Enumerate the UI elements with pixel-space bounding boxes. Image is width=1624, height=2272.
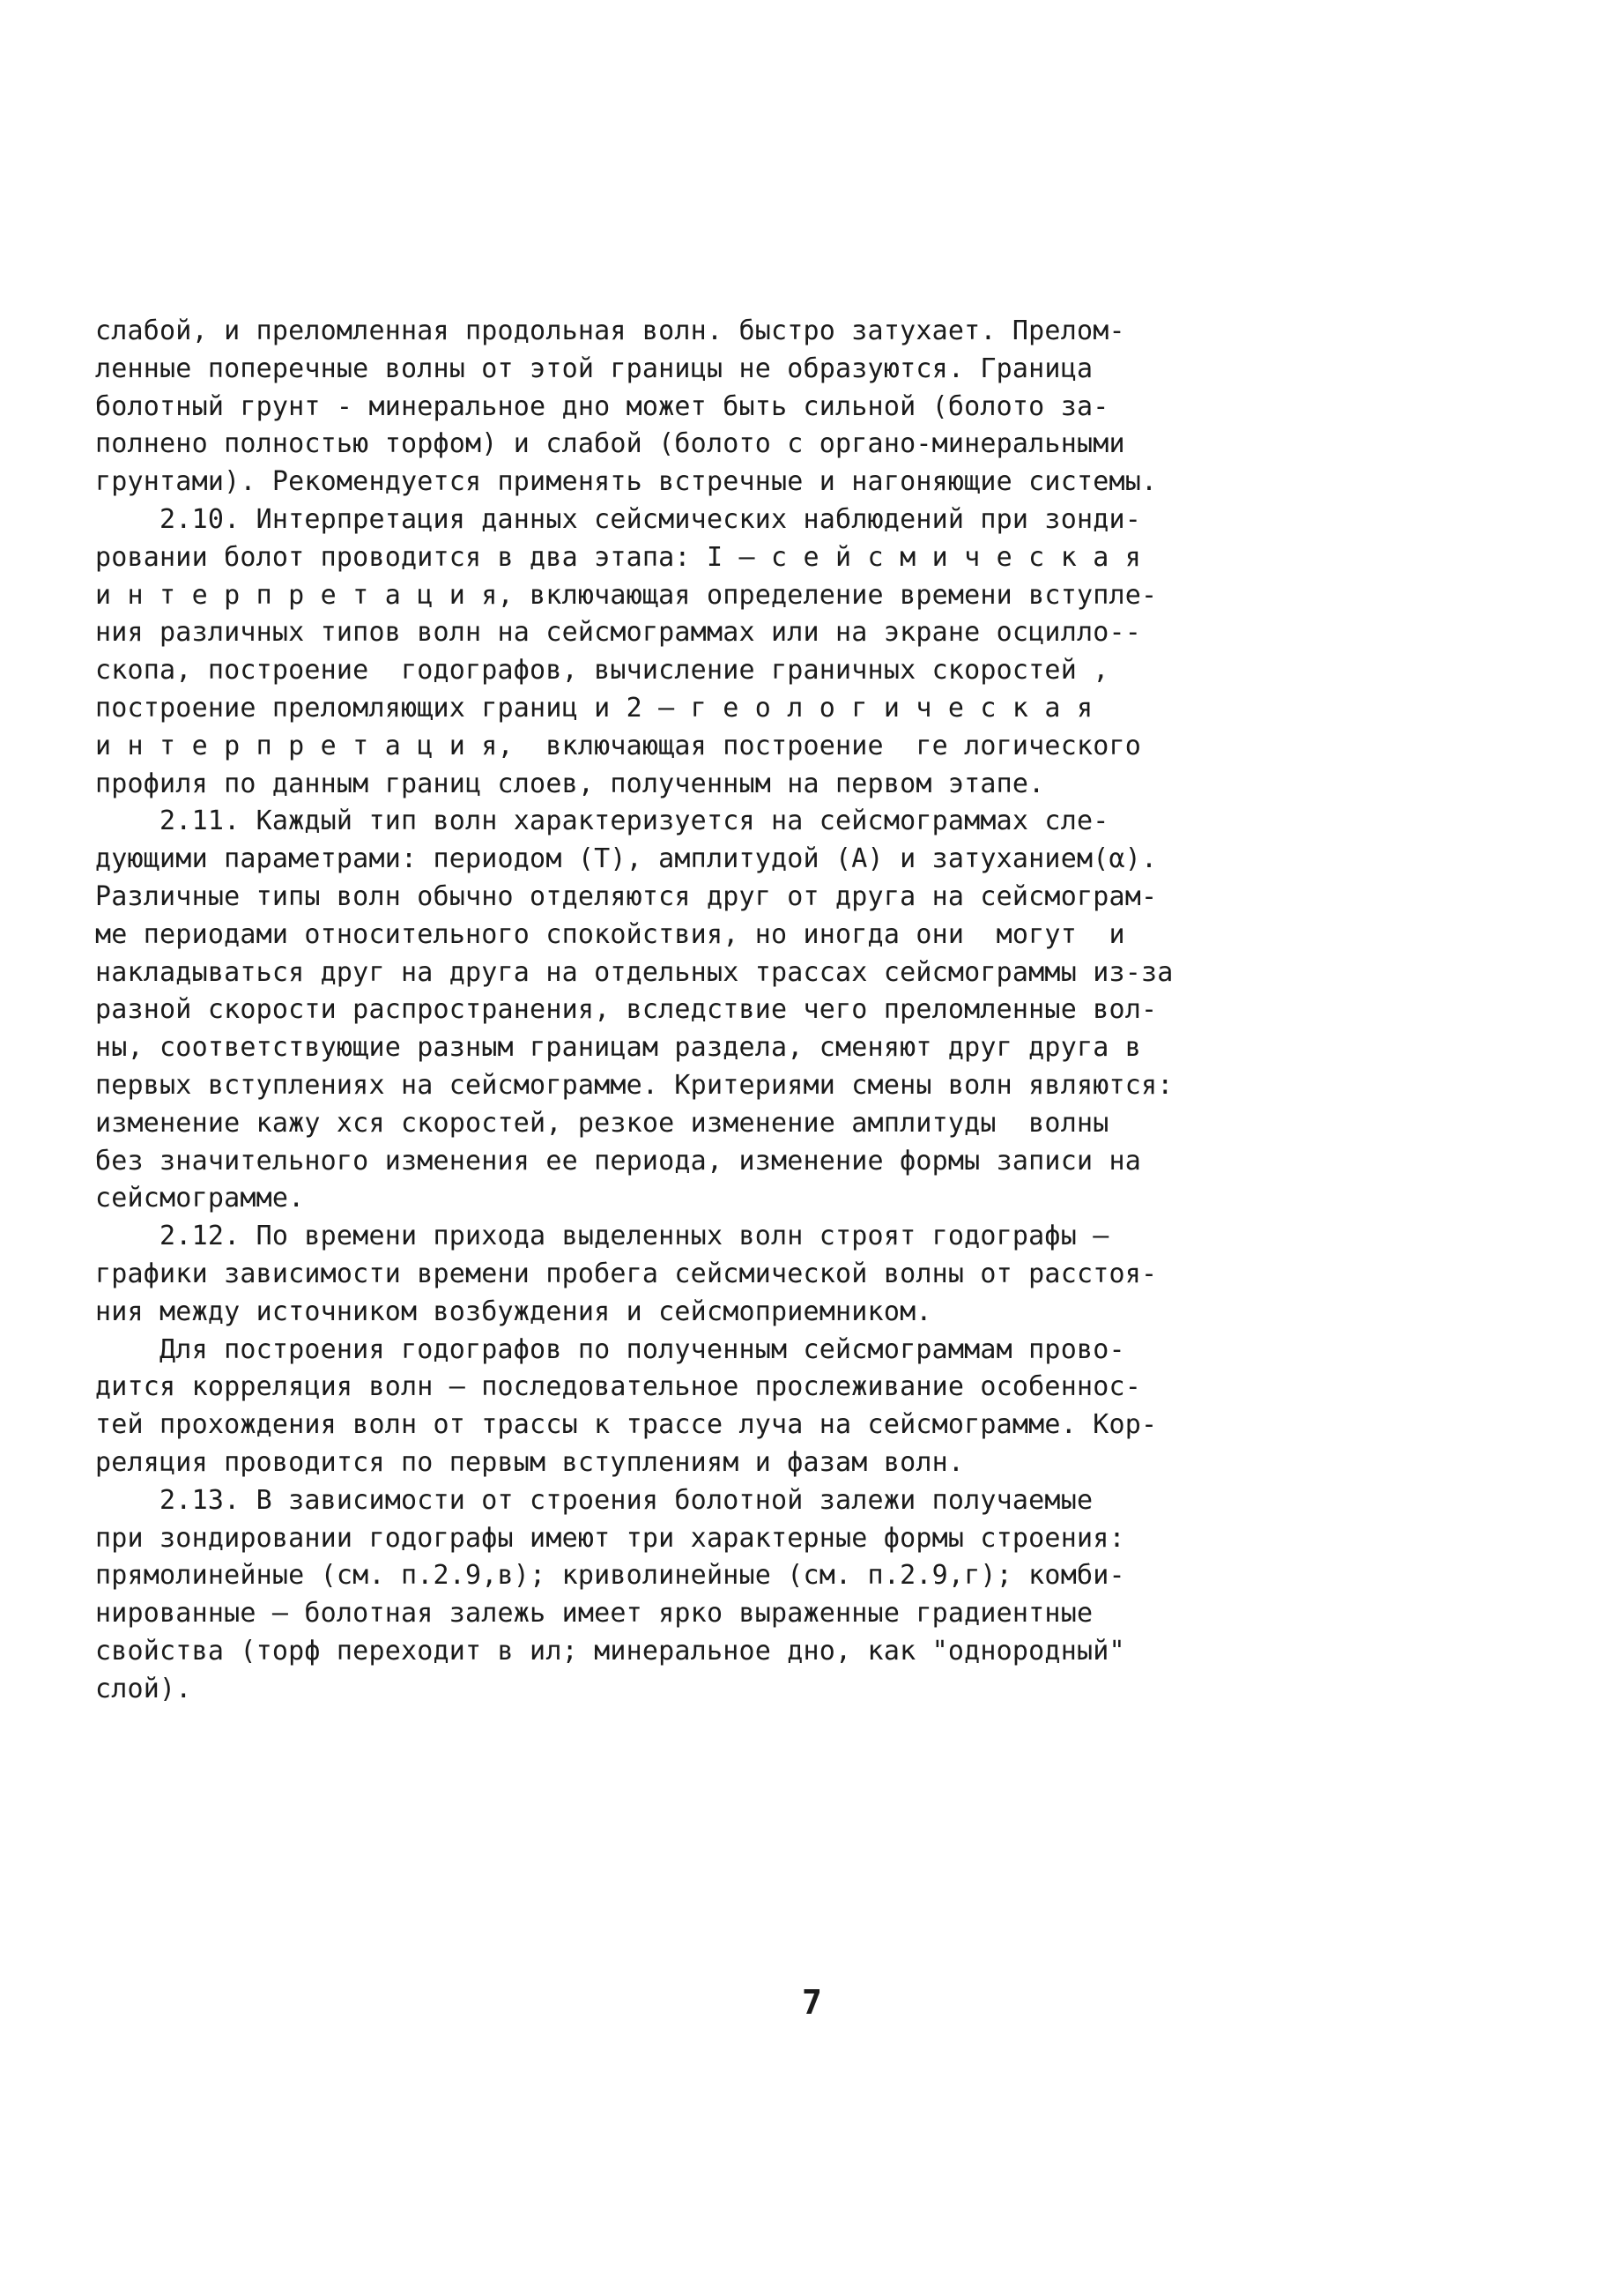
text-line: 2.10. Интерпретация данных сейсмических наблюдений при зонди-	[95, 503, 1141, 535]
text-line: профиля по данным границ слоев, полученным на первом этапе.	[95, 768, 1045, 799]
text-line: тей прохождения волн от трассы к трассе луча на сейсмограмме. Кор-	[95, 1409, 1158, 1441]
text-line: Различные типы волн обычно отделяются друг от друга на сейсмограм-	[95, 880, 1158, 912]
text-line: ленные поперечные волны от этой границы не образуются. Граница	[95, 353, 1094, 384]
text-line: грунтами). Рекомендуется применять встречные и нагоняющие системы.	[95, 466, 1158, 498]
text-line: болотный грунт - минеральное дно может быть сильной (болото за-	[95, 390, 1109, 422]
text-line: и н т е р п р е т а ц и я, включающая построение ге логического	[95, 730, 1141, 761]
text-line: без значительного изменения ее периода, изменение формы записи на	[95, 1145, 1141, 1177]
text-line: ния между источником возбуждения и сейсмоприемником.	[95, 1296, 932, 1327]
text-line: сейсмограмме.	[95, 1183, 305, 1214]
text-line: 2.11. Каждый тип волн характеризуется на сейсмограммах сле-	[95, 806, 1109, 837]
text-line: при зондировании годографы имеют три характерные формы строения:	[95, 1522, 1125, 1554]
text-line: накладываться друг на друга на отдельных трассах сейсмограммы из-за	[95, 956, 1174, 988]
text-line: свойства (торф переходит в ил; минеральное дно, как "однородный"	[95, 1635, 1125, 1667]
text-line: ны, соответствующие разным границам раздела, сменяют друг друга в	[95, 1032, 1141, 1064]
text-line: ме периодами относительного спокойствия, но иногда они могут и	[95, 918, 1125, 950]
text-line: ровании болот проводится в два этапа: I — с е й с м и ч е с к а я	[95, 541, 1141, 573]
text-line: дующими параметрами: периодом (Т), амплитудой (А) и затуханием(α).	[95, 843, 1158, 875]
text-line: скопа, построение годографов, вычисление граничных скоростей ,	[95, 655, 1109, 687]
text-line: прямолинейные (см. п.2.9,в); криволинейные (см. п.2.9,г); комби-	[95, 1560, 1125, 1592]
text-line: разной скорости распространения, вследствие чего преломленные вол-	[95, 994, 1158, 1026]
text-line: ния различных типов волн на сейсмограммах или на экране осцилло--	[95, 617, 1141, 649]
text-line: первых вступлениях на сейсмограмме. Критериями смены волн являются:	[95, 1069, 1174, 1101]
text-line: Для построения годографов по полученным сейсмограммам прово-	[95, 1333, 1125, 1365]
text-line: графики зависимости времени пробега сейсмической волны от расстоя-	[95, 1258, 1158, 1289]
text-line: построение преломляющих границ и 2 — г е о л о г и ч е с к а я	[95, 692, 1094, 724]
text-line: 2.12. По времени прихода выделенных волн строят годографы —	[95, 1221, 1109, 1252]
text-line: 2.13. В зависимости от строения болотной залежи получаемые	[95, 1484, 1094, 1516]
text-line: слабой, и преломленная продольная волн. быстро затухает. Прелом-	[95, 316, 1125, 346]
text-line: реляция проводится по первым вступлениям и фазам волн.	[95, 1446, 965, 1478]
text-line: и н т е р п р е т а ц и я, включающая определение времени вступле-	[95, 579, 1158, 611]
body-text	[95, 313, 1320, 1708]
text-line: нированные — болотная залежь имеет ярко выраженные градиентные	[95, 1598, 1094, 1630]
text-line: дится корреляция волн — последовательное прослеживание особеннос-	[95, 1371, 1141, 1403]
text-line: изменение кажу хся скоростей, резкое изменение амплитуды волны	[95, 1107, 1109, 1139]
text-line: полнено полностью торфом) и слабой (болото с органо-минеральными	[95, 428, 1125, 460]
page-number: 7	[802, 1983, 822, 2022]
text-line: слой).	[95, 1673, 192, 1704]
